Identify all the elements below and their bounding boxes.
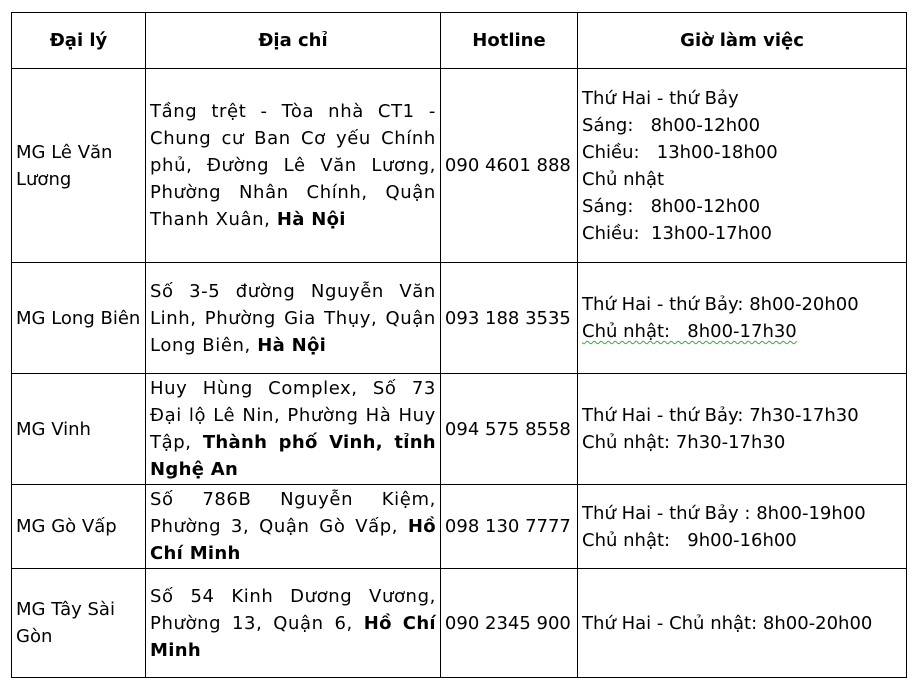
dealer-address <box>146 69 441 263</box>
hours-line: Thứ Hai - thứ Bảy: 7h30-17h30 <box>582 405 859 426</box>
working-hours <box>578 263 907 374</box>
hotline-number: 090 4601 888 <box>440 69 577 263</box>
hours-line: Chủ nhật: 7h30-17h30 <box>582 432 786 453</box>
hotline-number: 090 2345 900 <box>440 569 577 678</box>
header-row <box>12 13 907 69</box>
hours-line: Thứ Hai - thứ Bảy : 8h00-19h00 <box>582 502 866 524</box>
hours-line: Chủ nhật: 8h00-17h30 <box>582 321 797 342</box>
hours-line: Chiều: 13h00-17h00 <box>582 222 772 244</box>
address-city: Thành phố Vinh, tỉnh Nghệ An <box>150 432 436 480</box>
header-hours: Giờ làm việc <box>578 13 907 69</box>
address-text: Tầng trệt - Tòa nhà CT1 - Chung cư Ban Cơ yếu Chính phủ, Đường Lê Văn Lương, Phường Nhân Chính, Quận Thanh Xuân, <box>150 101 436 230</box>
hotline-number: 094 575 8558 <box>440 374 577 485</box>
hours-line: Sáng: 8h00-12h00 <box>582 195 761 217</box>
working-hours <box>578 485 907 569</box>
working-hours <box>578 569 907 678</box>
dealer-address <box>146 485 441 569</box>
dealer-name: MG Tây Sài Gòn <box>12 569 146 678</box>
dealer-name: MG Gò Vấp <box>12 485 146 569</box>
dealer-address <box>146 569 441 678</box>
address-city: Hồ Chí Minh <box>150 612 436 661</box>
hours-line: Thứ Hai - thứ Bảy: 8h00-20h00 <box>582 294 859 315</box>
header-address: Địa chỉ <box>146 13 441 69</box>
hours-line: Thứ Hai - Chủ nhật: 8h00-20h00 <box>582 612 873 634</box>
hours-line: Chiều: 13h00-18h00 <box>582 141 778 163</box>
table-row <box>12 263 907 374</box>
dealer-name: MG Vinh <box>12 374 146 485</box>
address-text: Huy Hùng Complex, Số 73 Đại lộ Lê Nin, Phường Hà Huy Tập, <box>150 378 436 453</box>
hotline-number: 098 130 7777 <box>440 485 577 569</box>
table-row <box>12 485 907 569</box>
hours-line: Thứ Hai - thứ Bảy <box>582 87 739 109</box>
address-text: Số 786B Nguyễn Kiệm, Phường 3, Quận Gò Vấp, <box>150 489 436 537</box>
hotline-number: 093 188 3535 <box>440 263 577 374</box>
address-city: Hà Nội <box>276 209 346 230</box>
dealer-name: MG Lê Văn Lương <box>12 69 146 263</box>
dealer-address <box>146 374 441 485</box>
table-row <box>12 69 907 263</box>
hours-line: Sáng: 8h00-12h00 <box>582 114 761 136</box>
header-hotline: Hotline <box>440 13 577 69</box>
dealer-address <box>146 263 441 374</box>
address-city: Hà Nội <box>257 334 327 356</box>
table-row <box>12 374 907 485</box>
address-text: Số 54 Kinh Dương Vương, Phường 13, Quận 6, <box>150 585 436 634</box>
hours-line: Chủ nhật: 9h00-16h00 <box>582 529 797 551</box>
address-city: Hồ Chí Minh <box>150 516 436 564</box>
header-dealer: Đại lý <box>12 13 146 69</box>
dealer-table <box>11 12 907 678</box>
address-text: Số 3-5 đường Nguyễn Văn Linh, Phường Gia Thụy, Quận Long Biên, <box>150 280 436 356</box>
hours-line: Chủ nhật <box>582 168 665 190</box>
working-hours <box>578 69 907 263</box>
dealer-name: MG Long Biên <box>12 263 146 374</box>
working-hours <box>578 374 907 485</box>
table-row <box>12 569 907 678</box>
